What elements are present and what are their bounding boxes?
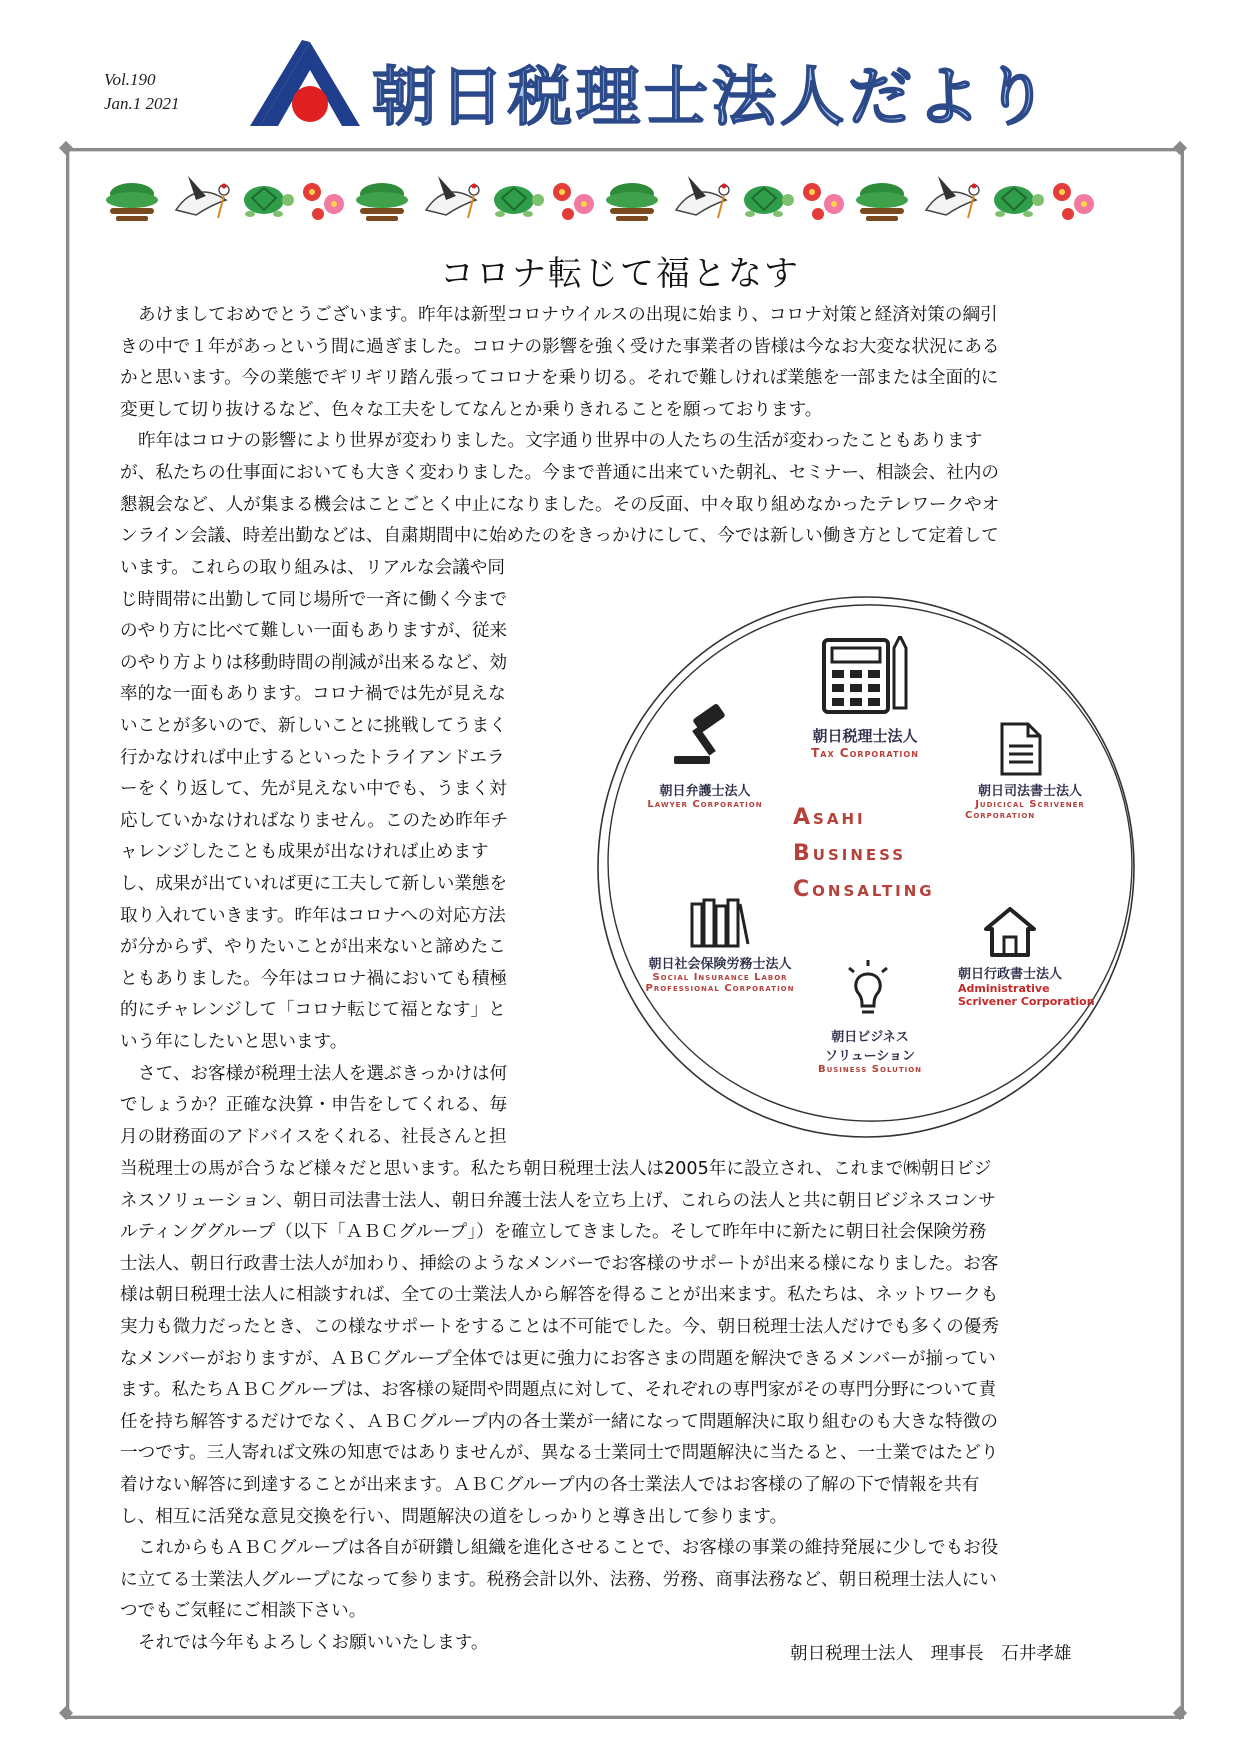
body-line: さて、お客様が税理士法人を選ぶきっかけは何 [138, 1063, 508, 1084]
judicial-scrivener-label [955, 780, 1105, 821]
body-line: が、私たちの仕事面においても大きく変わりました。今まで普通に出来ていた朝礼、セミナー、相談会、社内の [120, 462, 999, 483]
abc-center-line: Business [793, 841, 907, 866]
body-line: ャレンジしたことも成果が出なければ止めます [120, 842, 489, 863]
body-line: かと思います。今の業態でギリギリ踏ん張ってコロナを乗り切る。それで難しければ業態を一部または全面的に [120, 368, 999, 389]
body-line: 率的な一面もあります。コロナ禍では先が見えな [120, 684, 506, 705]
body-line: に立てる士業法人グループになって参ります。税務会計以外、法務、労務、商事法務など、朝日税理士法人にい [120, 1569, 997, 1590]
body-line: それでは今年もよろしくお願いいたします。 [138, 1632, 489, 1653]
gavel-icon [672, 704, 736, 766]
body-line: なメンバーがおりますが、ＡＢＣグループ全体では更に強力にお客さまの問題を解決できるメンバーが揃ってい [120, 1348, 996, 1369]
body-line: 士法人、朝日行政書士法人が加わり、挿絵のようなメンバーでお客様のサポートが出来る様になりました。お客 [120, 1253, 999, 1274]
document-icon [1000, 722, 1042, 776]
body-line: 実力も微力だったとき、この様なサポートをすることは不可能でした。今、朝日税理士法人だけでも多くの優秀 [120, 1316, 999, 1337]
body-line: 応していかなければなりません。このため昨年チ [120, 810, 509, 831]
body-line: 着けない解答に到達することが出来ます。ＡＢＣグループ内の各士業法人ではお客様の了解の下で情報を共有 [120, 1474, 980, 1495]
issue-date: Jan.1 2021 [104, 94, 180, 113]
body-line: います。これらの取り組みは、リアルな会議や同 [120, 558, 505, 578]
body-line: じ時間帯に出勤して同じ場所で一斉に働く今まで [120, 589, 508, 610]
body-line: いことが多いので、新しいことに挑戦してうまく [120, 715, 507, 736]
body-line: きの中で１年があっという間に過ぎました。コロナの影響を強く受けた事業者の皆様は今なお大変な状況にある [120, 336, 1000, 357]
body-line: 一つです。三人寄れば文殊の知恵ではありませんが、異なる士業同士で問題解決に当たると、一士業ではたどり [120, 1443, 999, 1464]
body-line: ネスソリューション、朝日司法書士法人、朝日弁護士法人を立ち上げ、これらの法人と共に朝日ビジネスコンサ [120, 1190, 996, 1211]
administrative-scrivener-label [958, 963, 1108, 1008]
article-body-wide-2 [120, 1154, 1130, 1660]
company-logo-icon [250, 38, 370, 134]
business-en: Business Solution [817, 1064, 923, 1075]
signature: 朝日税理士法人 理事長 石井孝雄 [790, 1644, 1072, 1664]
business-solution-label [800, 1026, 940, 1075]
issue-volume: Vol.190 [104, 70, 156, 89]
body-line: ーをくり返して、先が見えない中でも、うまく対 [120, 779, 507, 800]
judicial-jp: 朝日司法書士法人 [977, 784, 1082, 799]
body-line: ンライン会議、時差出勤などは、自粛期間中に始めたのをきっかけにして、今では新しい働き方として定着して [120, 526, 999, 547]
admin-jp: 朝日行政書士法人 [958, 967, 1063, 982]
body-line: ルティンググループ（以下「ＡＢＣグループ」）を確立してきました。そして昨年中に新たに朝日社会保険労務 [120, 1222, 987, 1243]
body-line: 懇親会など、人が集まる機会はことごとく中止になりました。その反面、中々取り組めなかったテレワークやオ [120, 494, 1000, 515]
body-line: のやり方に比べて難しい一面もありますが、従来 [120, 621, 508, 642]
issue-info [104, 68, 180, 116]
body-line: ます。私たちＡＢＣグループは、お客様の疑問や問題点に対して、それぞれの専門家がその専門分野について責 [120, 1380, 997, 1401]
business-jp2: ソリューション [824, 1049, 916, 1064]
new-year-decoration-row [104, 168, 1114, 228]
article-body-narrow [120, 553, 570, 1153]
body-line: 変更して切り抜けるなど、色々な工夫をしてなんとか乗りきれることを願っております。 [120, 399, 823, 420]
body-line: 任を持ち解答するだけでなく、ＡＢＣグループ内の各士業が一緒になって問題解決に取り組むのも大きな特徴の [120, 1411, 998, 1432]
abc-center-line: Consalting [793, 877, 935, 902]
business-jp1: 朝日ビジネス [831, 1030, 909, 1045]
admin-en1: Administrative [958, 982, 1050, 995]
body-line: つでもご気軽にご相談下さい。 [120, 1601, 367, 1622]
body-line: 行かなければ中止するといったトライアンドエラ [120, 747, 505, 768]
body-line: 月の財務面のアドバイスをくれる、社長さんと担 [120, 1126, 507, 1147]
body-line: し、相互に活発な意見交換を行い、問題解決の道をしっかりと導き出して参ります。 [120, 1506, 788, 1527]
body-line: のやり方よりは移動時間の削減が出来るなど、効 [120, 652, 508, 673]
body-line: いう年にしたいと思います。 [120, 1031, 348, 1052]
tax-en: Tax Corporation [811, 746, 919, 760]
social-jp: 朝日社会保険労務士法人 [648, 957, 792, 972]
judicial-en1: Judicical Scrivener [975, 799, 1085, 810]
calculator-icon [820, 636, 912, 716]
books-icon [690, 898, 750, 948]
body-line: 取り入れていきます。昨年はコロナへの対応方法 [120, 905, 506, 926]
light-bulb-icon [843, 958, 893, 1020]
tax-jp: 朝日税理士法人 [812, 727, 918, 745]
social-en1: Social Insurance Labor [652, 972, 788, 983]
body-line: が分からず、やりたいことが出来ないと諦めたこ [120, 937, 506, 958]
body-line: 当税理士の馬が合うなど様々だと思います。私たち朝日税理士法人は2005年に設立され、これまで㈱朝日ビジ [120, 1159, 992, 1179]
judicial-en2: Corporation [965, 810, 1036, 821]
body-line: し、成果が出ていれば更に工夫して新しい業態を [120, 873, 508, 894]
social-insurance-label [640, 953, 800, 994]
article-body-wide-1 [120, 300, 1130, 553]
tax-corporation-label [795, 725, 935, 760]
lawyer-corporation-label [630, 780, 780, 810]
house-icon [982, 905, 1038, 959]
lawyer-jp: 朝日弁護士法人 [659, 784, 751, 799]
body-line: あけましておめでとうございます。昨年は新型コロナウイルスの出現に始まり、コロナ対策と経済対策の綱引 [138, 305, 998, 325]
abc-center-line: Asahi [793, 805, 866, 830]
admin-en2: Scrivener Corporation [958, 995, 1095, 1008]
lawyer-en: Lawyer Corporation [647, 799, 763, 810]
body-line: 様は朝日税理士法人に相談すれば、全ての士業法人から解答を得ることが出来ます。私たちは、ネットワークも [120, 1285, 999, 1306]
newsletter-masthead: 朝日税理士法人だより [372, 61, 1052, 135]
body-line: これからもＡＢＣグループは各自が研鑽し組織を進化させることで、お客様の事業の維持発展に少しでもお役 [138, 1538, 999, 1559]
body-line: ともありました。今年はコロナ禍においても積極 [120, 968, 508, 989]
body-line: 昨年はコロナの影響により世界が変わりました。文字通り世界中の人たちの生活が変わったこともあります [138, 431, 983, 452]
body-line: でしょうか？正確な決算・申告をしてくれる、毎 [120, 1095, 508, 1116]
body-line: 的にチャレンジして「コロナ転じて福となす」と [120, 1000, 506, 1021]
social-en2: Professional Corporation [645, 983, 795, 994]
article-title: コロナ転じて福となす [440, 254, 800, 294]
